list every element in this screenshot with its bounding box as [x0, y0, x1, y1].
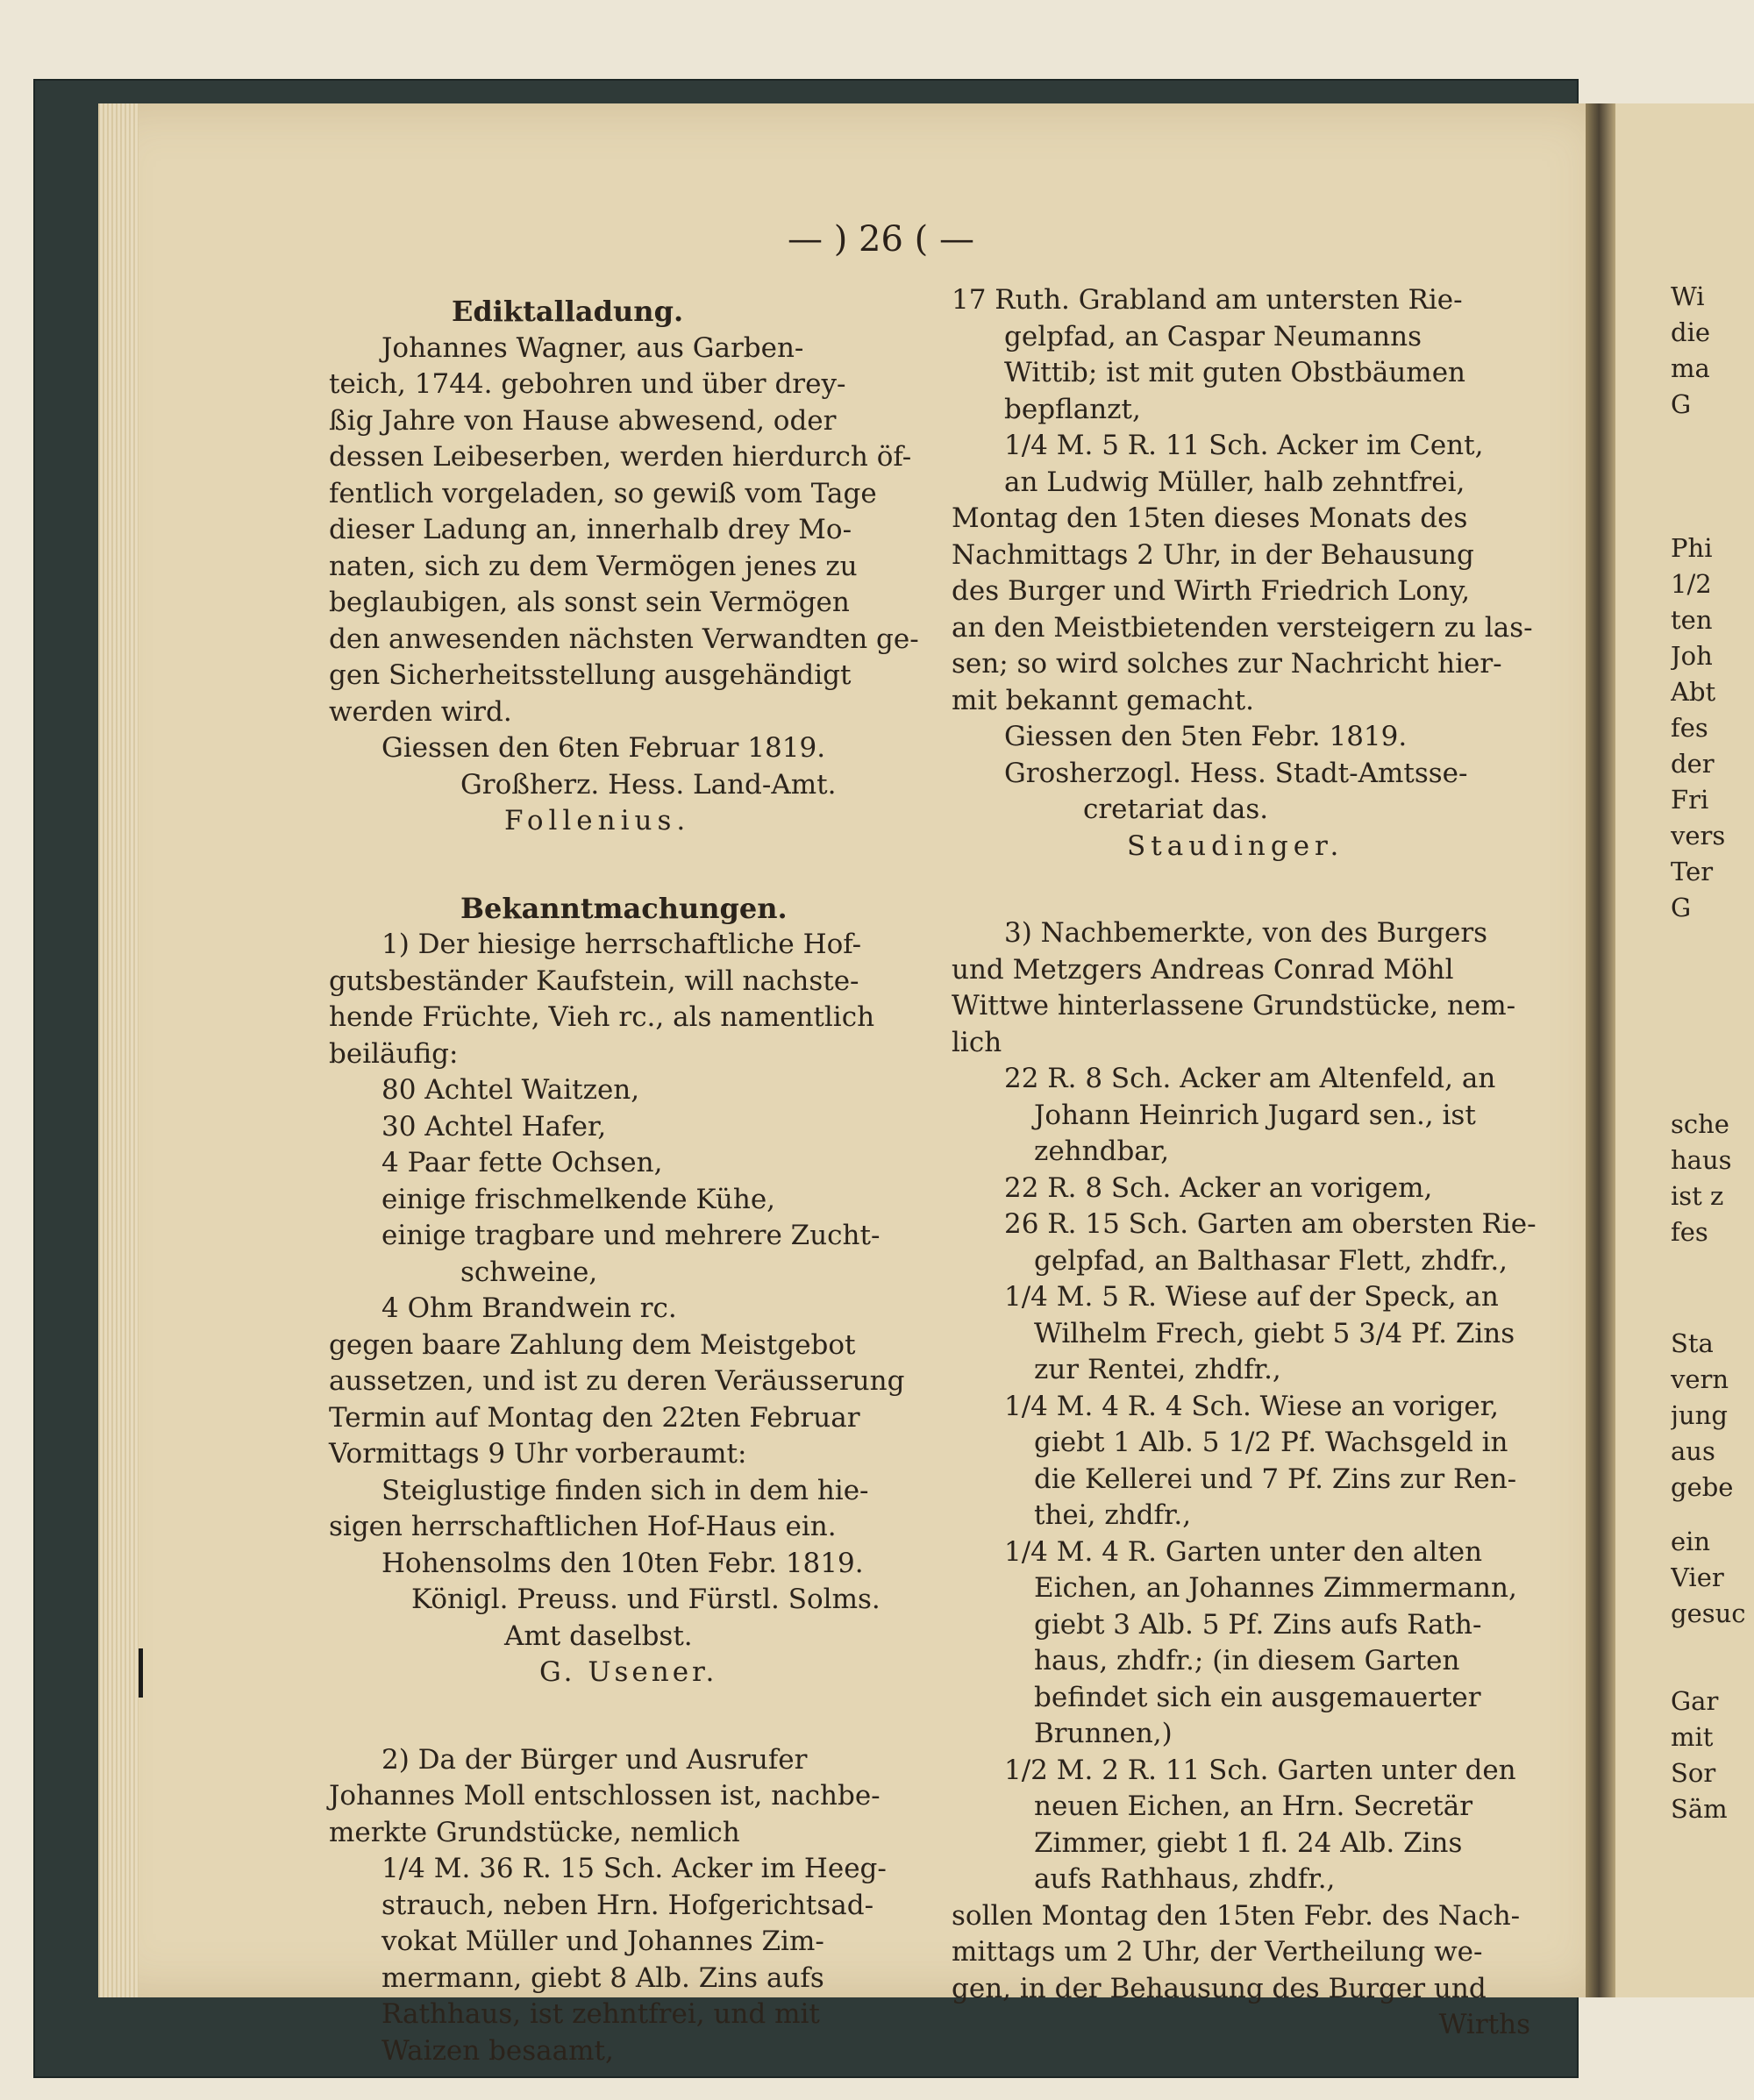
- text-line: Vormittags 9 Uhr vorberaumt:: [329, 1438, 747, 1470]
- goods-item: 80 Achtel Waitzen,: [381, 1074, 640, 1106]
- spacer: [329, 1691, 934, 1742]
- text-line: gegen baare Zahlung dem Meistgebot: [329, 1328, 856, 1361]
- fragment: [1671, 459, 1754, 495]
- fragment: G: [1671, 893, 1692, 922]
- section-title-ediktalladung: Ediktalladung.: [452, 295, 684, 328]
- goods-item: 4 Paar fette Ochsen,: [381, 1147, 663, 1178]
- fragment: Ter: [1671, 857, 1714, 886]
- text-line: Wittib; ist mit guten Obstbäumen: [1004, 357, 1466, 388]
- text-line: des Burger und Wirth Friedrich Lony,: [952, 575, 1471, 607]
- property-line: thei, zhdfr.,: [1034, 1499, 1192, 1531]
- text-line: 17 Ruth. Grabland am untersten Rie-: [952, 284, 1463, 316]
- facing-page-text-4: [1671, 1524, 1754, 1632]
- text-line: den anwesenden nächsten Verwandten ge-: [329, 623, 919, 655]
- text-line: hende Früchte, Vieh rc., als namentlich: [329, 1001, 875, 1033]
- fragment: fes: [1671, 1217, 1708, 1247]
- text-line: und Metzgers Andreas Conrad Möhl: [952, 953, 1454, 986]
- fragment: der: [1671, 749, 1715, 779]
- fragment: Säm: [1671, 1794, 1728, 1824]
- property-line: 1/4 M. 5 R. 11 Sch. Acker im Cent,: [1004, 430, 1484, 461]
- text-line: Nachmittags 2 Uhr, in der Behausung: [952, 538, 1474, 571]
- property-line: die Kellerei und 7 Pf. Zins zur Ren-: [1034, 1463, 1517, 1495]
- fragment: die: [1671, 317, 1711, 347]
- property-line: 1/4 M. 4 R. 4 Sch. Wiese an voriger,: [1004, 1390, 1500, 1422]
- page-number-header: — ) 26 ( —: [788, 219, 974, 260]
- text-line: gen Sicherheitsstellung ausgehändigt: [329, 659, 852, 691]
- fragment: Phi: [1671, 533, 1713, 563]
- property-line: Waizen besaamt,: [381, 2034, 614, 2067]
- text-line: naten, sich zu dem Vermögen jenes zu: [329, 550, 858, 582]
- facing-page-text-1: [1671, 279, 1754, 926]
- text-line: dieser Ladung an, innerhalb drey Mo-: [329, 514, 852, 545]
- property-line: zehndbar,: [1034, 1135, 1170, 1167]
- text-line: Wittwe hinterlassene Grundstücke, nem-: [952, 990, 1516, 1022]
- text-line: teich, 1744. gebohren und über drey-: [329, 368, 846, 400]
- fragment: haus: [1671, 1145, 1732, 1175]
- office-line: Amt daselbst.: [504, 1619, 693, 1652]
- property-line: Johann Heinrich Jugard sen., ist: [1034, 1099, 1476, 1131]
- text-line: 3) Nachbemerkte, von des Burgers: [1004, 917, 1488, 949]
- fragment: Gar: [1671, 1686, 1719, 1716]
- fragment: G: [1671, 389, 1692, 419]
- property-line: an Ludwig Müller, halb zehntfrei,: [1004, 466, 1465, 498]
- facing-page-text-2: [1671, 1107, 1754, 1250]
- fragment: Fri: [1671, 785, 1709, 815]
- text-line: merkte Grundstücke, nemlich: [329, 1816, 740, 1848]
- goods-item: 30 Achtel Hafer,: [381, 1110, 607, 1143]
- office-line: Grosherzogl. Hess. Stadt-Amtsse-: [1004, 757, 1468, 789]
- text-line: fentlich vorgeladen, so gewiß vom Tage: [329, 477, 877, 509]
- goods-item-cont: schweine,: [460, 1256, 598, 1288]
- signature: G. Usener.: [539, 1656, 718, 1688]
- fragment: Sta: [1671, 1328, 1714, 1358]
- spacer: [952, 865, 1548, 915]
- date-line: Hohensolms den 10ten Febr. 1819.: [381, 1547, 864, 1579]
- text-line: gutsbeständer Kaufstein, will nachste-: [329, 965, 859, 997]
- text-line: dessen Leibeserben, werden hierdurch öf-: [329, 441, 912, 473]
- fragment: ten: [1671, 605, 1713, 635]
- fragment: 1/2: [1671, 569, 1712, 599]
- signature: Follenius.: [504, 805, 691, 836]
- property-line: aufs Rathhaus, zhdfr.,: [1034, 1863, 1336, 1895]
- office-line: Königl. Preuss. und Fürstl. Solms.: [411, 1584, 881, 1615]
- text-line: mittags um 2 Uhr, der Vertheilung we-: [952, 1936, 1483, 1968]
- fragment: gebe: [1671, 1472, 1734, 1502]
- property-line: 1/4 M. 5 R. Wiese auf der Speck, an: [1004, 1281, 1499, 1313]
- property-line: Wilhelm Frech, giebt 5 3/4 Pf. Zins: [1034, 1317, 1515, 1349]
- text-line: ßig Jahre von Hause abwesend, oder: [329, 404, 837, 437]
- book-gutter: [1586, 103, 1615, 1997]
- text-line: sigen herrschaftlichen Hof-Haus ein.: [329, 1511, 837, 1542]
- property-line: haus, zhdfr.; (in diesem Garten: [1034, 1645, 1460, 1676]
- property-line: 1/4 M. 4 R. Garten unter den alten: [1004, 1535, 1483, 1568]
- fragment: ma: [1671, 353, 1710, 383]
- text-line: mit bekannt gemacht.: [952, 684, 1255, 716]
- date-line: Giessen den 6ten Februar 1819.: [381, 732, 826, 764]
- goods-item: 4 Ohm Brandwein rc.: [381, 1292, 677, 1324]
- text-line: beglaubigen, als sonst sein Vermögen: [329, 587, 850, 618]
- property-line: mermann, giebt 8 Alb. Zins aufs: [381, 1961, 824, 1994]
- text-line: gelpfad, an Caspar Neumanns: [1004, 320, 1422, 352]
- fragment: mit: [1671, 1722, 1714, 1752]
- text-line: gen, in der Behausung des Burger und: [952, 1972, 1487, 2004]
- page-stack-edge: [98, 103, 139, 1997]
- property-line: strauch, neben Hrn. Hofgerichtsad-: [381, 1889, 874, 1921]
- fragment: aus: [1671, 1436, 1715, 1466]
- text-line: Montag den 15ten dieses Monats des: [952, 502, 1468, 534]
- property-line: 22 R. 8 Sch. Acker an vorigem,: [1004, 1171, 1433, 1204]
- property-line: gelpfad, an Balthasar Flett, zhdfr.,: [1034, 1244, 1508, 1277]
- facing-page-text-5: [1671, 1684, 1754, 1827]
- fragment: Abt: [1671, 677, 1716, 707]
- goods-item: einige tragbare und mehrere Zucht-: [381, 1220, 881, 1251]
- property-line: giebt 1 Alb. 5 1/2 Pf. Wachsgeld in: [1034, 1427, 1508, 1458]
- text-line: Johannes Wagner, aus Garben-: [381, 331, 804, 364]
- fragment: Joh: [1671, 641, 1713, 671]
- section-title-bekanntmachungen: Bekanntmachungen.: [460, 891, 788, 925]
- fragment: fes: [1671, 713, 1708, 743]
- fragment: Vier: [1671, 1563, 1724, 1592]
- property-line: befindet sich ein ausgemauerter: [1034, 1681, 1481, 1713]
- property-line: Brunnen,): [1034, 1718, 1173, 1749]
- fragment: jung: [1671, 1400, 1728, 1430]
- goods-item: einige frischmelkende Kühe,: [381, 1183, 776, 1215]
- property-line: 26 R. 15 Sch. Garten am obersten Rie-: [1004, 1208, 1537, 1240]
- text-line: aussetzen, und ist zu deren Veräusserung: [329, 1365, 905, 1397]
- property-line: Rathhaus, ist zehntfrei, und mit: [381, 1998, 820, 2030]
- text-line: lich: [952, 1026, 1002, 1058]
- spacer: [329, 840, 934, 891]
- fragment: gesuc: [1671, 1598, 1746, 1628]
- fragment: [1671, 495, 1754, 530]
- fragment: Wi: [1671, 281, 1705, 311]
- facing-page-text-3: [1671, 1326, 1754, 1506]
- property-line: Eichen, an Johannes Zimmermann,: [1034, 1572, 1517, 1604]
- property-line: Zimmer, giebt 1 fl. 24 Alb. Zins: [1034, 1826, 1463, 1859]
- property-line: neuen Eichen, an Hrn. Secretär: [1034, 1790, 1473, 1822]
- fragment: Sor: [1671, 1758, 1716, 1788]
- property-line: zur Rentei, zhdfr.,: [1034, 1354, 1281, 1385]
- left-column: [329, 294, 934, 2069]
- fragment: vern: [1671, 1364, 1729, 1394]
- page-marker: [139, 1648, 143, 1698]
- text-line: an den Meistbietenden versteigern zu las-: [952, 611, 1533, 644]
- text-line: Johannes Moll entschlossen ist, nachbe-: [329, 1780, 881, 1812]
- fragment: ist z: [1671, 1181, 1724, 1211]
- text-line: Steiglustige finden sich in dem hie-: [381, 1474, 869, 1506]
- text-line: bepflanzt,: [1004, 393, 1141, 425]
- right-column: [952, 282, 1548, 2044]
- date-line: Giessen den 5ten Febr. 1819.: [1004, 721, 1408, 752]
- text-line: Termin auf Montag den 22ten Februar: [329, 1401, 860, 1434]
- property-line: 1/2 M. 2 R. 11 Sch. Garten unter den: [1004, 1754, 1516, 1786]
- property-line: giebt 3 Alb. 5 Pf. Zins aufs Rath-: [1034, 1608, 1482, 1641]
- signature: Staudinger.: [1127, 829, 1344, 862]
- catchword: Wirths: [1438, 2009, 1530, 2040]
- property-line: 1/4 M. 36 R. 15 Sch. Acker im Heeg-: [381, 1853, 887, 1884]
- fragment: sche: [1671, 1109, 1729, 1139]
- text-line: 2) Da der Bürger und Ausrufer: [381, 1743, 808, 1776]
- text-line: werden wird.: [329, 695, 512, 728]
- fragment: vers: [1671, 821, 1726, 851]
- text-line: sen; so wird solches zur Nachricht hier-: [952, 648, 1502, 680]
- fragment: [1671, 423, 1754, 459]
- office-line: cretariat das.: [1083, 794, 1269, 825]
- text-line: beiläufig:: [329, 1037, 459, 1070]
- text-line: sollen Montag den 15ten Febr. des Nach-: [952, 1899, 1521, 1932]
- office-line: Großherz. Hess. Land-Amt.: [460, 768, 837, 801]
- fragment: ein: [1671, 1527, 1711, 1556]
- text-line: 1) Der hiesige herrschaftliche Hof-: [381, 929, 862, 960]
- property-line: vokat Müller und Johannes Zim-: [381, 1926, 824, 1957]
- property-line: 22 R. 8 Sch. Acker am Altenfeld, an: [1004, 1063, 1496, 1094]
